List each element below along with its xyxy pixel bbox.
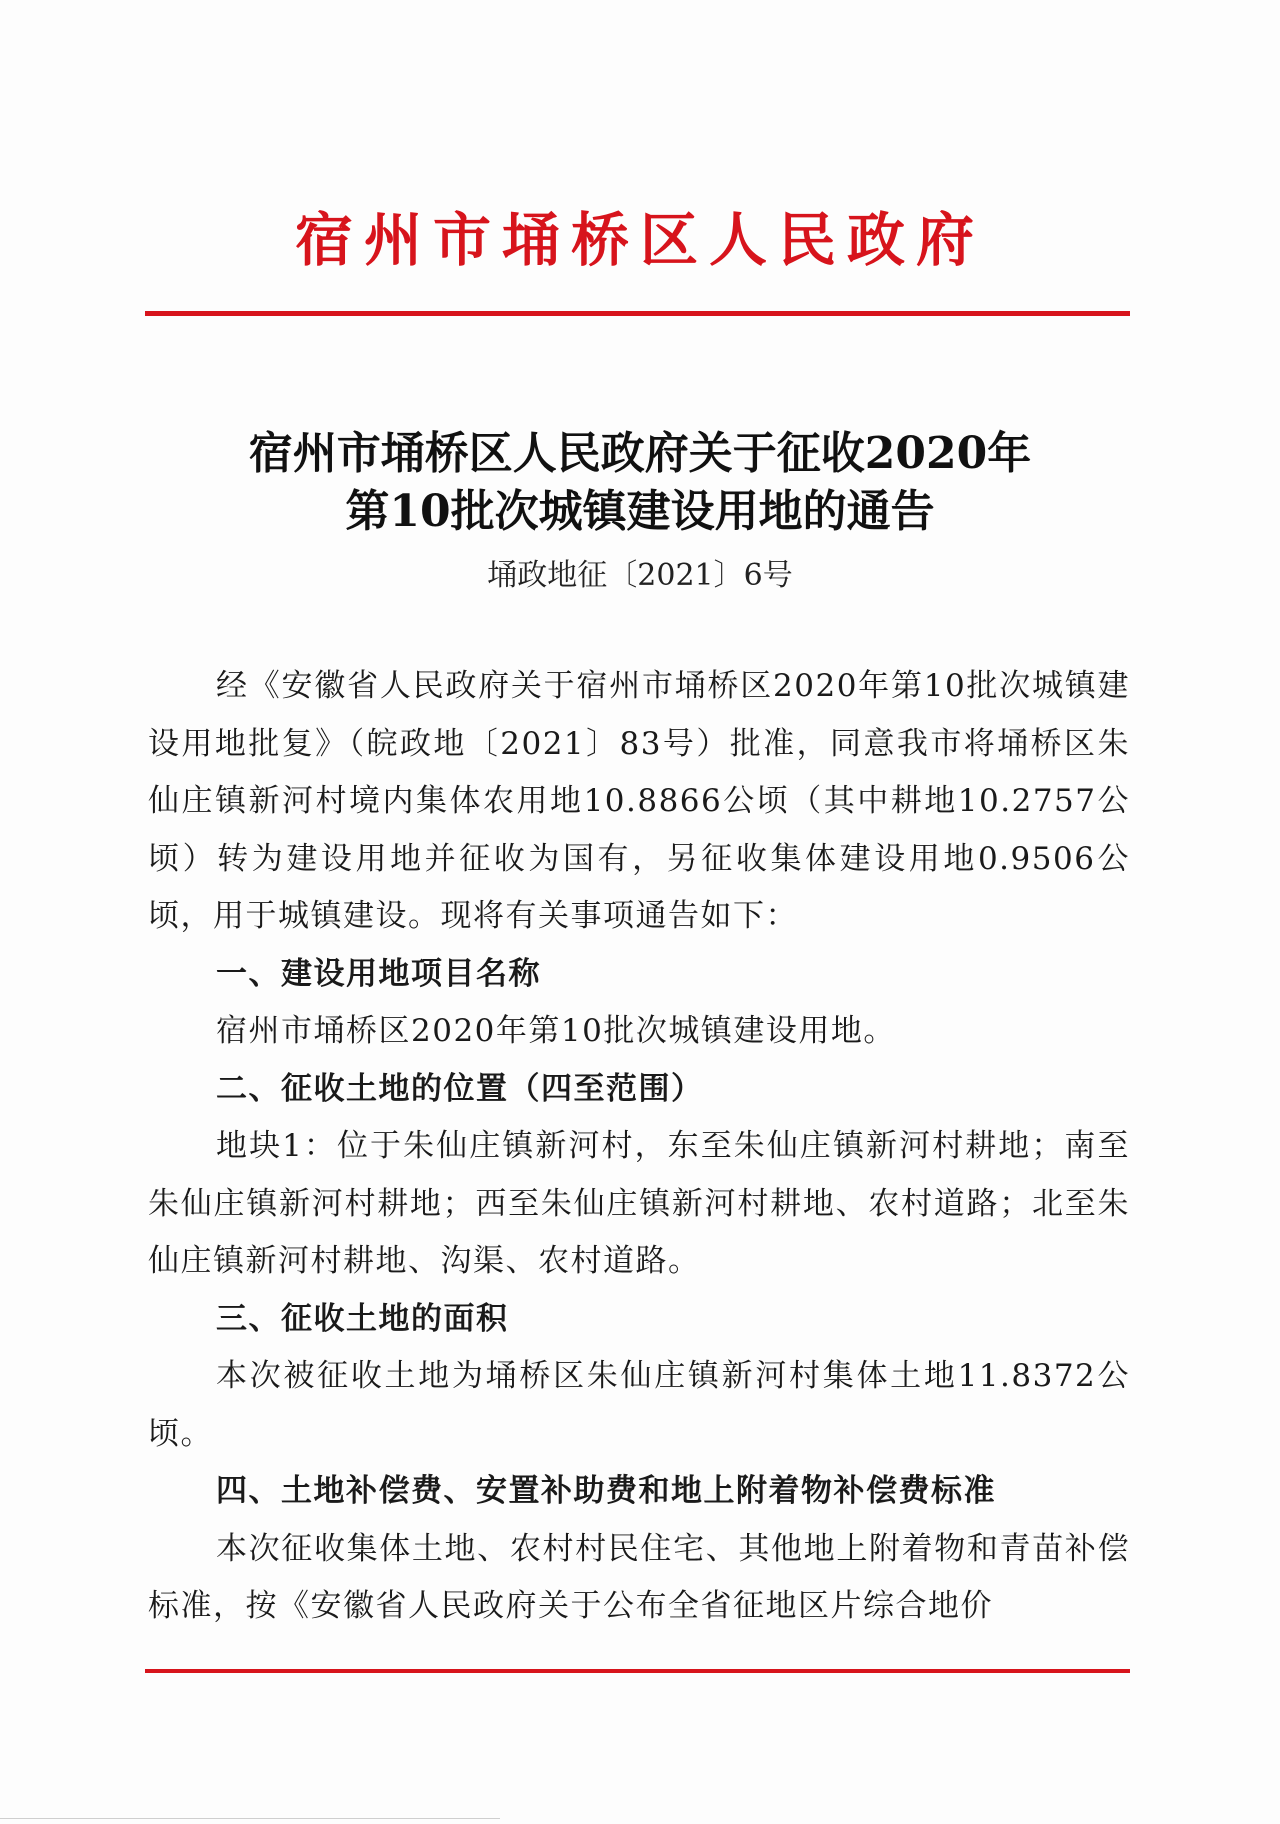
section-text-area: 本次被征收土地为埇桥区朱仙庄镇新河村集体土地11.8372公顷。 — [148, 1358, 1130, 1452]
scan-edge-line — [0, 1818, 500, 1819]
section-heading-project-name: 一、建设用地项目名称 — [216, 955, 541, 992]
notice-title-line-2: 第10批次城镇建设用地的通告 — [345, 486, 935, 537]
intro-paragraph: 经《安徽省人民政府关于宿州市埇桥区2020年第10批次城镇建设用地批复》（皖政地〔2021〕83号）批准，同意我市将埇桥区朱仙庄镇新河村境内集体农用地10.8866公顷（其中耕地10.2757公顷）转为建设用地并征收为国有，另征收集体建设用地0.9506公顷，用于城镇建设。现将有关事项通告如下： — [148, 668, 1130, 934]
section-heading-area: 三、征收土地的面积 — [216, 1300, 509, 1337]
document-number: 埇政地征〔2021〕6号 — [487, 558, 793, 593]
red-divider-bottom — [145, 1669, 1130, 1673]
section-heading-compensation: 四、土地补偿费、安置补助费和地上附着物补偿费标准 — [216, 1473, 996, 1509]
section-text-project-name: 宿州市埇桥区2020年第10批次城镇建设用地。 — [216, 1013, 896, 1049]
red-divider-top — [145, 311, 1130, 316]
section-text-location: 地块1：位于朱仙庄镇新河村，东至朱仙庄镇新河村耕地；南至朱仙庄镇新河村耕地；西至朱仙庄镇新河村耕地、农村道路；北至朱仙庄镇新河村耕地、沟渠、农村道路。 — [148, 1128, 1130, 1279]
section-heading-location: 二、征收土地的位置（四至范围） — [216, 1070, 704, 1107]
notice-title-line-1: 宿州市埇桥区人民政府关于征收2020年 — [248, 428, 1032, 479]
section-text-compensation: 本次征收集体土地、农村村民住宅、其他地上附着物和青苗补偿标准，按《安徽省人民政府关于公布全省征地区片综合地价 — [148, 1530, 1130, 1624]
notice-body — [148, 658, 1130, 1636]
masthead-title: 宿州市埇桥区人民政府 — [294, 206, 985, 274]
